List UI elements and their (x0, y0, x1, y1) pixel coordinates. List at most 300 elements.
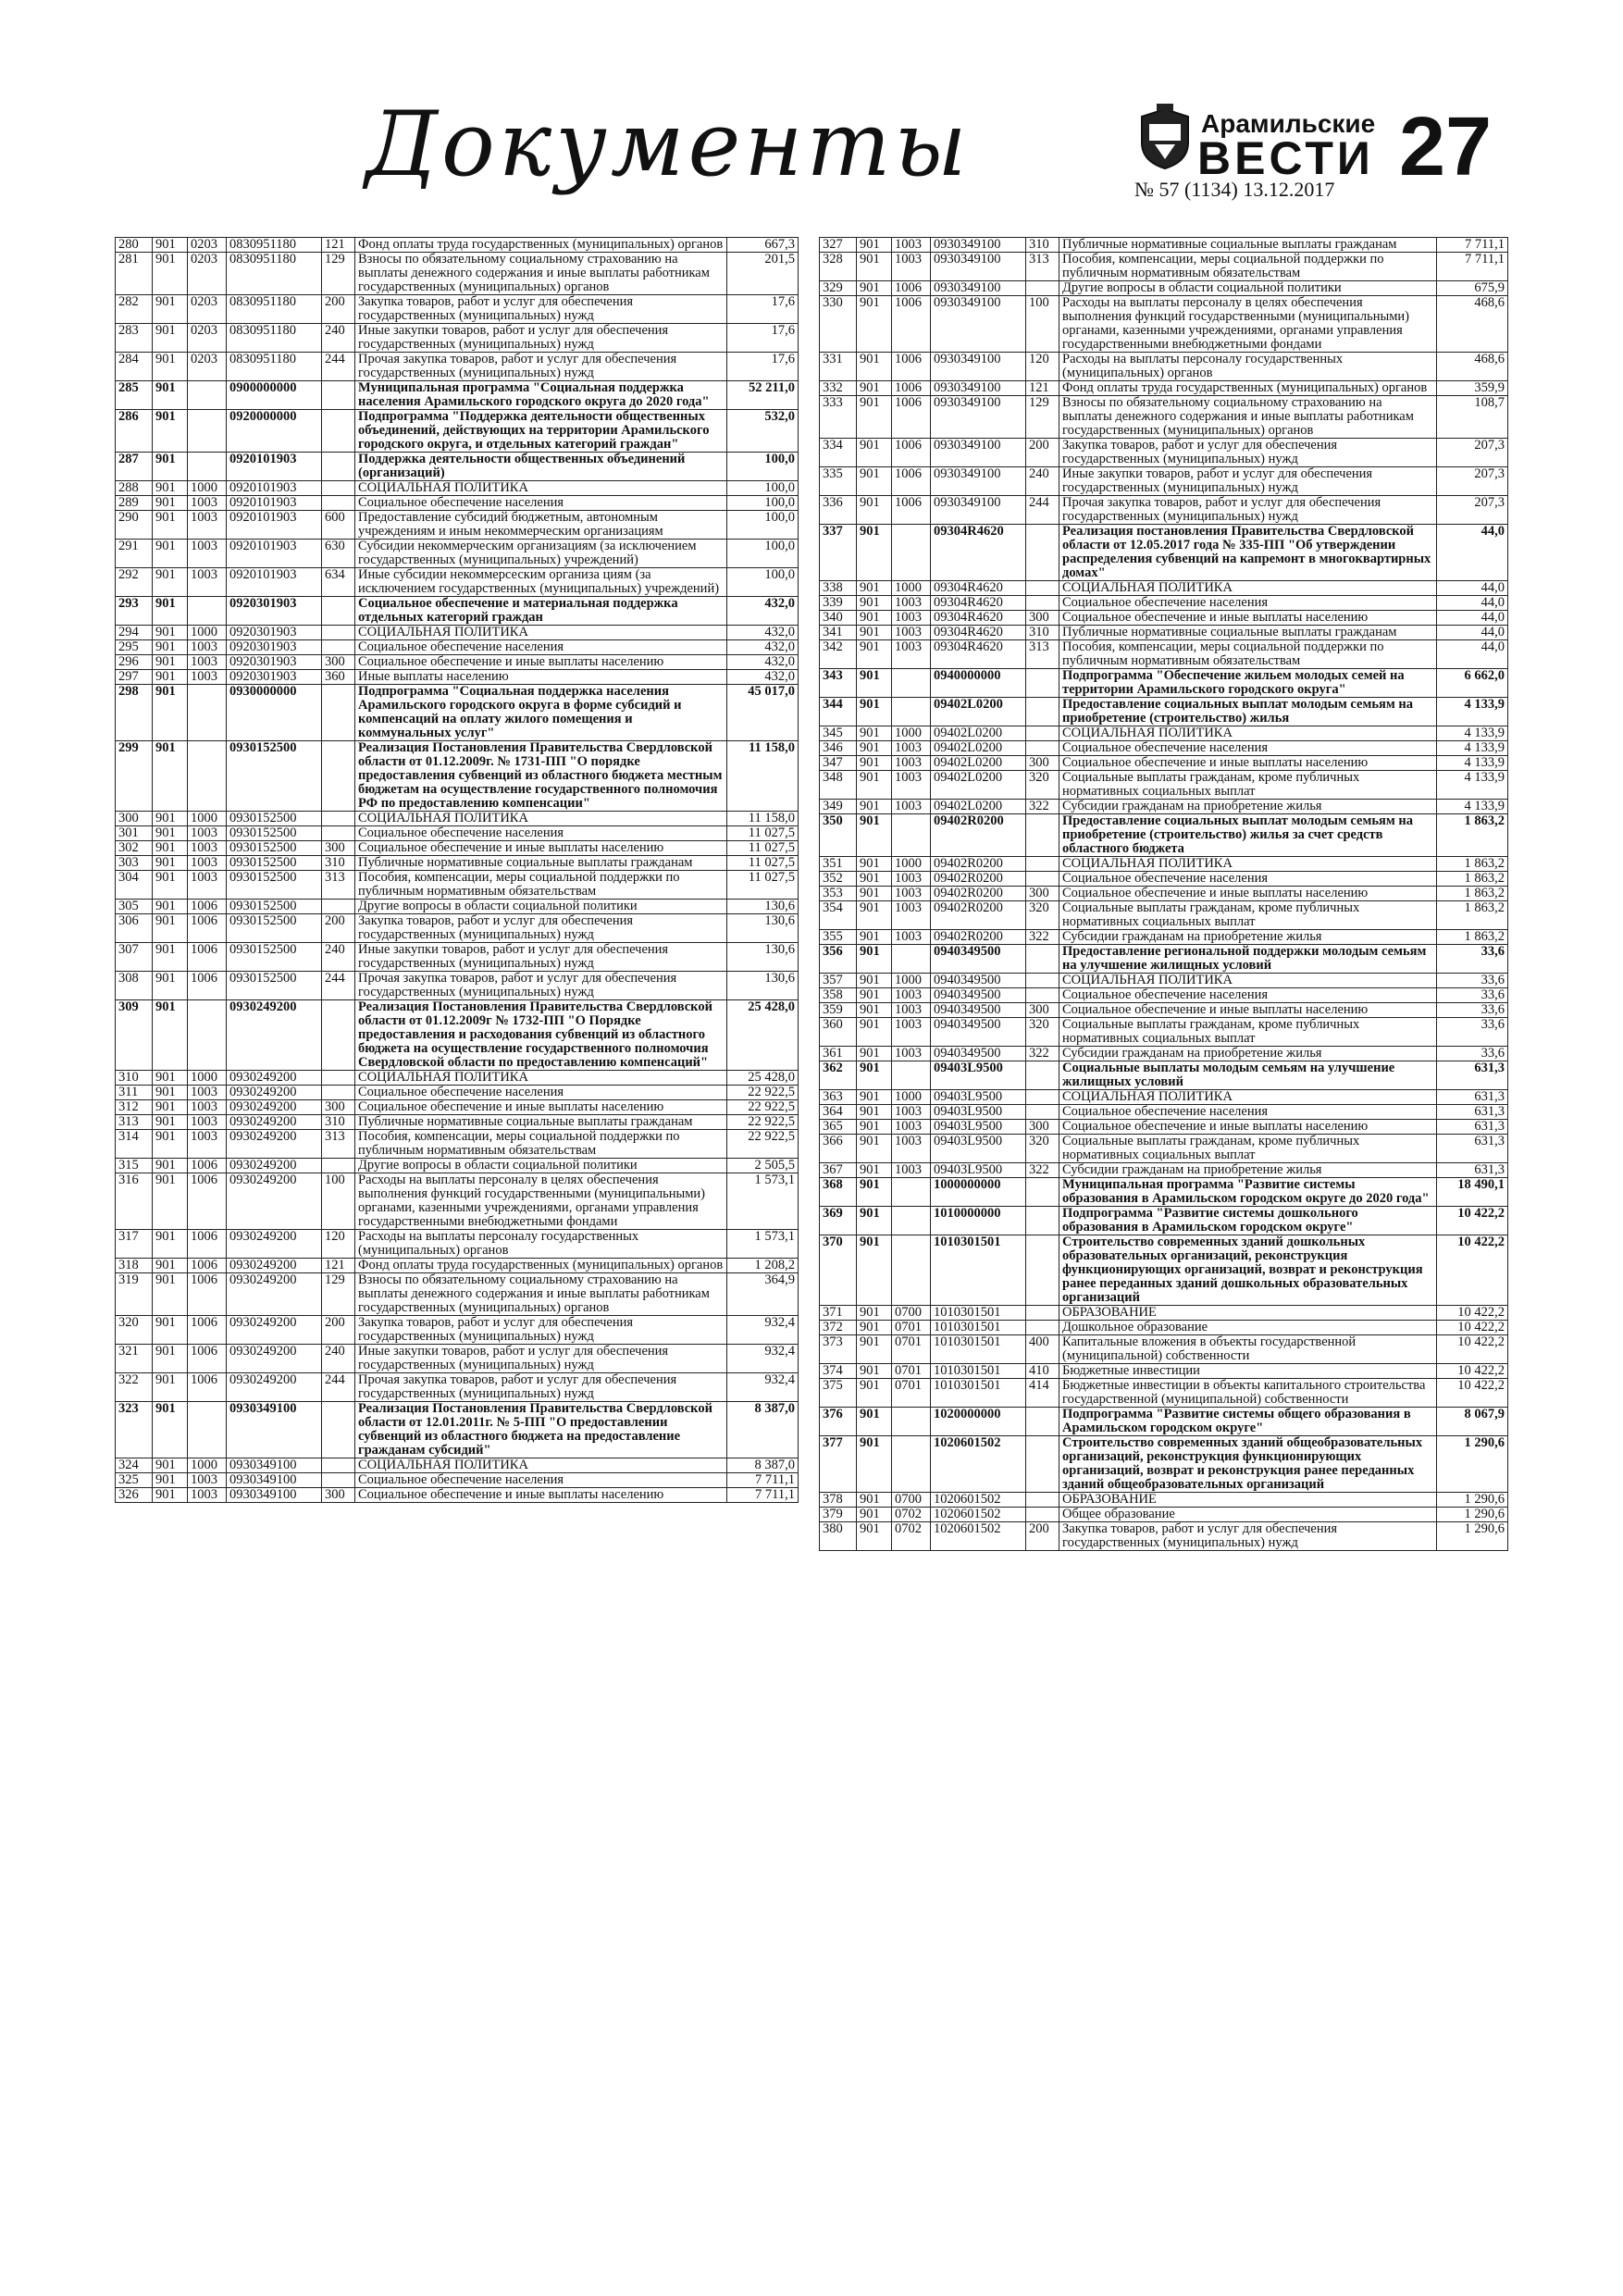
expense-type-code: 121 (322, 238, 355, 253)
row-amount: 17,6 (727, 324, 799, 353)
section-code (892, 1408, 931, 1436)
section-code: 1003 (188, 1130, 227, 1159)
grbs-code: 901 (857, 1178, 892, 1207)
grbs-code: 901 (857, 887, 892, 901)
row-description: Социальное обеспечение населения (1059, 741, 1437, 756)
row-amount: 1 290,6 (1437, 1493, 1508, 1508)
expense-type-code (1026, 1321, 1059, 1335)
expense-type-code: 200 (1026, 439, 1059, 467)
grbs-code: 901 (153, 871, 188, 900)
grbs-code: 901 (153, 1130, 188, 1159)
table-row (116, 1115, 799, 1130)
row-amount: 130,6 (727, 972, 799, 1000)
row-number: 319 (116, 1273, 153, 1316)
section-code: 1003 (892, 887, 931, 901)
row-description: Иные субсидии некоммерсеским организа циям (за исключением государственных (муниципальных) учреждений) (355, 568, 727, 597)
row-number: 293 (116, 597, 153, 626)
row-number: 290 (116, 511, 153, 540)
section-code: 1003 (892, 901, 931, 930)
table-row (820, 872, 1508, 887)
row-amount: 100,0 (727, 481, 799, 496)
row-description: СОЦИАЛЬНАЯ ПОЛИТИКА (355, 626, 727, 640)
row-description: Поддержка деятельности общественных объединений (организаций) (355, 453, 727, 481)
expense-type-code (1026, 1235, 1059, 1306)
expense-type-code (322, 812, 355, 826)
row-description: Иные выплаты населению (355, 670, 727, 685)
row-number: 314 (116, 1130, 153, 1159)
row-description: Расходы на выплаты персоналу государственных (муниципальных) органов (1059, 353, 1437, 381)
expense-type-code (1026, 1090, 1059, 1105)
grbs-code: 901 (857, 496, 892, 525)
row-description: Социальное обеспечение населения (1059, 1105, 1437, 1120)
section-code: 1000 (188, 1071, 227, 1086)
table-row (820, 1493, 1508, 1508)
grbs-code: 901 (857, 611, 892, 626)
row-description: Социальное обеспечение и иные выплаты населению (1059, 1120, 1437, 1135)
row-amount: 130,6 (727, 914, 799, 943)
target-code: 0830951180 (227, 295, 322, 324)
row-description: Подпрограмма "Развитие системы дошкольного образования в Арамильском городском округе" (1059, 1207, 1437, 1235)
expense-type-code: 244 (322, 353, 355, 381)
row-number: 380 (820, 1522, 857, 1551)
expense-type-code: 320 (1026, 1135, 1059, 1163)
grbs-code: 901 (153, 856, 188, 871)
expense-type-code: 630 (322, 540, 355, 568)
row-number: 352 (820, 872, 857, 887)
row-amount: 432,0 (727, 597, 799, 626)
section-code: 1006 (188, 1345, 227, 1373)
table-row (820, 698, 1508, 726)
row-amount: 631,3 (1437, 1090, 1508, 1105)
target-code: 0930349100 (931, 281, 1026, 296)
table-row (116, 826, 799, 841)
grbs-code: 901 (857, 1120, 892, 1135)
row-description: СОЦИАЛЬНАЯ ПОЛИТИКА (1059, 1090, 1437, 1105)
row-amount: 33,6 (1437, 1003, 1508, 1018)
expense-type-code: 129 (322, 253, 355, 295)
target-code: 09304R4620 (931, 640, 1026, 669)
expense-type-code (322, 1000, 355, 1071)
target-code: 1000000000 (931, 1178, 1026, 1207)
grbs-code: 901 (153, 253, 188, 295)
row-number: 291 (116, 540, 153, 568)
row-description: Строительство современных зданий общеобразовательных организаций, реконструкция функционирующих организаций, возврат и реконструкция ранее переданных зданий общеобразовательных организаций (1059, 1436, 1437, 1493)
row-description: Субсидии некоммерческим организациям (за исключением государственных (муниципальных) учреждений) (355, 540, 727, 568)
section-code: 1006 (892, 496, 931, 525)
section-code: 1006 (188, 914, 227, 943)
table-row (116, 841, 799, 856)
target-code: 0930349100 (931, 396, 1026, 439)
row-number: 286 (116, 410, 153, 453)
row-description: Пособия, компенсации, меры социальной поддержки по публичным нормативным обязательствам (355, 871, 727, 900)
expense-type-code: 300 (1026, 887, 1059, 901)
target-code: 0930349100 (227, 1402, 322, 1458)
row-description: Социальное обеспечение и иные выплаты населению (355, 841, 727, 856)
target-code: 0940349500 (931, 974, 1026, 988)
row-number: 349 (820, 800, 857, 814)
row-amount: 45 017,0 (727, 685, 799, 741)
row-number: 310 (116, 1071, 153, 1086)
page-number: 27 (1399, 101, 1493, 193)
table-row (116, 972, 799, 1000)
row-amount: 1 863,2 (1437, 857, 1508, 872)
expense-type-code (1026, 974, 1059, 988)
grbs-code: 901 (857, 1508, 892, 1522)
target-code: 0930249200 (227, 1230, 322, 1259)
row-number: 320 (116, 1316, 153, 1345)
grbs-code: 901 (857, 1135, 892, 1163)
grbs-code: 901 (857, 901, 892, 930)
section-code: 1003 (188, 841, 227, 856)
target-code: 1020601502 (931, 1522, 1026, 1551)
section-code: 0203 (188, 295, 227, 324)
section-code (188, 410, 227, 453)
row-description: Другие вопросы в области социальной политики (355, 900, 727, 914)
issue-info: № 57 (1134) 13.12.2017 (1134, 178, 1335, 201)
table-row (820, 1120, 1508, 1135)
grbs-code: 901 (857, 1321, 892, 1335)
grbs-code: 901 (153, 655, 188, 670)
target-code: 09402R0200 (931, 814, 1026, 857)
row-number: 376 (820, 1408, 857, 1436)
row-number: 303 (116, 856, 153, 871)
grbs-code: 901 (153, 481, 188, 496)
row-description: Иные закупки товаров, работ и услуг для обеспечения государственных (муниципальных) нужд (1059, 467, 1437, 496)
row-amount: 100,0 (727, 496, 799, 511)
row-description: Дошкольное образование (1059, 1321, 1437, 1335)
row-description: Социальное обеспечение населения (355, 496, 727, 511)
table-row (116, 871, 799, 900)
row-amount: 10 422,2 (1437, 1306, 1508, 1321)
section-code: 1006 (188, 1373, 227, 1402)
table-row (116, 1345, 799, 1373)
table-row (820, 281, 1508, 296)
expense-type-code: 410 (1026, 1364, 1059, 1379)
grbs-code: 901 (857, 238, 892, 253)
row-description: Прочая закупка товаров, работ и услуг для обеспечения государственных (муниципальных) нужд (355, 353, 727, 381)
grbs-code: 901 (153, 826, 188, 841)
expense-type-code (1026, 1436, 1059, 1493)
expense-type-code: 200 (1026, 1522, 1059, 1551)
row-amount: 1 573,1 (727, 1230, 799, 1259)
expense-type-code: 244 (1026, 496, 1059, 525)
row-number: 325 (116, 1473, 153, 1488)
section-code: 1006 (188, 1273, 227, 1316)
target-code: 0830951180 (227, 238, 322, 253)
table-row (116, 900, 799, 914)
grbs-code: 901 (153, 972, 188, 1000)
section-code: 0203 (188, 253, 227, 295)
row-amount: 25 428,0 (727, 1071, 799, 1086)
row-number: 338 (820, 581, 857, 596)
section-code: 1006 (188, 943, 227, 972)
row-description: Предоставление субсидий бюджетным, автономным учреждениям и иным некоммерческим организациям (355, 511, 727, 540)
target-code: 09402L0200 (931, 741, 1026, 756)
target-code: 0920101903 (227, 481, 322, 496)
table-row (116, 1473, 799, 1488)
section-code (892, 1436, 931, 1493)
row-description: Муниципальная программа "Социальная поддержка населения Арамильского городского округа до 2020 года" (355, 381, 727, 410)
row-number: 298 (116, 685, 153, 741)
expense-type-code: 200 (322, 1316, 355, 1345)
section-code: 0701 (892, 1321, 931, 1335)
target-code: 0940349500 (931, 1018, 1026, 1047)
row-description: Прочая закупка товаров, работ и услуг для обеспечения государственных (муниципальных) нужд (1059, 496, 1437, 525)
expense-type-code (1026, 669, 1059, 698)
row-description: Подпрограмма "Поддержка деятельности общественных объединений, действующих на территории Арамильского городского округа, и отдельных категорий граждан" (355, 410, 727, 453)
expense-type-code (1026, 988, 1059, 1003)
section-code: 1006 (188, 900, 227, 914)
row-description: Расходы на выплаты персоналу государственных (муниципальных) органов (355, 1230, 727, 1259)
expense-type-code (322, 826, 355, 841)
table-body-right (820, 238, 1508, 1551)
expense-type-code (1026, 1061, 1059, 1090)
row-amount: 11 027,5 (727, 841, 799, 856)
row-number: 281 (116, 253, 153, 295)
expense-type-code: 300 (1026, 611, 1059, 626)
table-row (116, 685, 799, 741)
table-row (116, 640, 799, 655)
expense-type-code (1026, 857, 1059, 872)
section-code: 1000 (892, 857, 931, 872)
row-amount: 10 422,2 (1437, 1335, 1508, 1364)
section-code: 1003 (892, 1003, 931, 1018)
target-code: 0940349500 (931, 945, 1026, 974)
section-code: 1003 (892, 611, 931, 626)
row-amount: 11 158,0 (727, 741, 799, 812)
row-number: 354 (820, 901, 857, 930)
row-amount: 44,0 (1437, 640, 1508, 669)
section-code (188, 1402, 227, 1458)
row-number: 330 (820, 296, 857, 353)
grbs-code: 901 (857, 974, 892, 988)
table-row (820, 381, 1508, 396)
section-code: 1003 (892, 1135, 931, 1163)
row-number: 312 (116, 1100, 153, 1115)
section-code: 1006 (892, 396, 931, 439)
target-code: 0930349100 (931, 496, 1026, 525)
section-code: 1000 (892, 726, 931, 741)
table-row (820, 238, 1508, 253)
row-description: СОЦИАЛЬНАЯ ПОЛИТИКА (1059, 857, 1437, 872)
grbs-code: 901 (857, 1090, 892, 1105)
grbs-code: 901 (153, 238, 188, 253)
table-row (820, 396, 1508, 439)
row-number: 280 (116, 238, 153, 253)
row-amount: 1 863,2 (1437, 814, 1508, 857)
section-code: 1003 (892, 626, 931, 640)
expense-type-code: 300 (1026, 1120, 1059, 1135)
expense-type-code (322, 1402, 355, 1458)
row-description: Взносы по обязательному социальному страхованию на выплаты денежного содержания и иные выплаты работникам государственных (муниципальных) органов (1059, 396, 1437, 439)
row-amount: 10 422,2 (1437, 1235, 1508, 1306)
expense-type-code: 322 (1026, 800, 1059, 814)
expense-type-code (322, 1473, 355, 1488)
grbs-code: 901 (857, 1003, 892, 1018)
table-row (820, 857, 1508, 872)
target-code: 0930349100 (931, 439, 1026, 467)
grbs-code: 901 (857, 640, 892, 669)
target-code: 0930249200 (227, 1100, 322, 1115)
section-code: 1003 (188, 1086, 227, 1100)
row-number: 297 (116, 670, 153, 685)
row-description: Социальное обеспечение и иные выплаты населению (355, 655, 727, 670)
expense-type-code: 100 (322, 1173, 355, 1230)
expense-type-code: 120 (322, 1230, 355, 1259)
row-description: Субсидии гражданам на приобретение жилья (1059, 800, 1437, 814)
table-row (820, 1163, 1508, 1178)
row-amount: 44,0 (1437, 611, 1508, 626)
expense-type-code: 121 (322, 1259, 355, 1273)
table-row (820, 741, 1508, 756)
table-row (820, 1364, 1508, 1379)
expense-type-code (1026, 525, 1059, 581)
row-amount: 631,3 (1437, 1105, 1508, 1120)
section-code: 1003 (188, 655, 227, 670)
grbs-code: 901 (857, 857, 892, 872)
row-amount: 364,9 (727, 1273, 799, 1316)
table-row (116, 1086, 799, 1100)
row-amount: 7 711,1 (727, 1473, 799, 1488)
row-amount: 10 422,2 (1437, 1321, 1508, 1335)
row-amount: 667,3 (727, 238, 799, 253)
expense-type-code: 322 (1026, 930, 1059, 945)
expense-type-code (1026, 945, 1059, 974)
section-code: 0702 (892, 1522, 931, 1551)
grbs-code: 901 (857, 596, 892, 611)
row-number: 358 (820, 988, 857, 1003)
row-description: Предоставление социальных выплат молодым семьям на приобретение (строительство) жилья за счет средств областного бюджета (1059, 814, 1437, 857)
row-amount: 10 422,2 (1437, 1207, 1508, 1235)
target-code: 0930152500 (227, 900, 322, 914)
section-code: 1003 (892, 1120, 931, 1135)
target-code: 0930152500 (227, 826, 322, 841)
expense-type-code: 310 (1026, 626, 1059, 640)
section-code: 1003 (188, 1488, 227, 1503)
grbs-code: 901 (857, 1061, 892, 1090)
target-code: 0930249200 (227, 1086, 322, 1100)
left-column (115, 237, 798, 1503)
row-number: 302 (116, 841, 153, 856)
row-number: 307 (116, 943, 153, 972)
row-description: Социальное обеспечение населения (355, 1086, 727, 1100)
expense-type-code: 129 (1026, 396, 1059, 439)
table-row (116, 597, 799, 626)
row-number: 361 (820, 1047, 857, 1061)
expense-type-code: 320 (1026, 901, 1059, 930)
section-code: 1006 (892, 353, 931, 381)
row-amount: 2 505,5 (727, 1159, 799, 1173)
grbs-code: 901 (857, 771, 892, 800)
target-code: 09304R4620 (931, 626, 1026, 640)
target-code: 0930349100 (931, 238, 1026, 253)
grbs-code: 901 (153, 1402, 188, 1458)
section-code: 1006 (892, 296, 931, 353)
logo-small-text: Арамильские (1201, 109, 1376, 138)
grbs-code: 901 (857, 296, 892, 353)
row-amount: 22 922,5 (727, 1100, 799, 1115)
table-row (116, 1071, 799, 1086)
row-number: 335 (820, 467, 857, 496)
table-row (116, 1100, 799, 1115)
table-row (820, 988, 1508, 1003)
table-row (820, 626, 1508, 640)
row-description: Субсидии гражданам на приобретение жилья (1059, 930, 1437, 945)
row-number: 299 (116, 741, 153, 812)
row-number: 360 (820, 1018, 857, 1047)
grbs-code: 901 (153, 943, 188, 972)
target-code: 09402L0200 (931, 698, 1026, 726)
expense-type-code: 120 (1026, 353, 1059, 381)
table-row (116, 295, 799, 324)
row-description: Социальное обеспечение населения (355, 1473, 727, 1488)
row-description: СОЦИАЛЬНАЯ ПОЛИТИКА (1059, 726, 1437, 741)
grbs-code: 901 (153, 900, 188, 914)
grbs-code: 901 (857, 1105, 892, 1120)
target-code: 0930349100 (931, 296, 1026, 353)
expense-type-code: 310 (322, 856, 355, 871)
section-code (188, 597, 227, 626)
expense-type-code (1026, 814, 1059, 857)
section-code (892, 1061, 931, 1090)
section-code: 1003 (188, 496, 227, 511)
target-code: 0940349500 (931, 1047, 1026, 1061)
target-code: 1010301501 (931, 1321, 1026, 1335)
section-code: 1000 (892, 974, 931, 988)
row-description: Социальное обеспечение и иные выплаты населению (355, 1488, 727, 1503)
expense-type-code: 300 (322, 841, 355, 856)
row-description: Реализация постановления Правительства Свердловской области от 12.05.2017 года № 335-ПП "Об утверждении распределения субвенций на капремонт в многоквартирных домах" (1059, 525, 1437, 581)
row-amount: 100,0 (727, 453, 799, 481)
target-code: 0920301903 (227, 640, 322, 655)
expense-type-code: 634 (322, 568, 355, 597)
row-description: Социальное обеспечение населения (355, 640, 727, 655)
target-code: 09402R0200 (931, 930, 1026, 945)
row-description: Предоставление социальных выплат молодым семьям на приобретение (строительство) жилья (1059, 698, 1437, 726)
row-description: Предоставление региональной поддержки молодым семьям на улучшение жилищных условий (1059, 945, 1437, 974)
row-number: 284 (116, 353, 153, 381)
grbs-code: 901 (857, 1364, 892, 1379)
table-row (116, 410, 799, 453)
row-amount: 8 387,0 (727, 1402, 799, 1458)
target-code: 0930152500 (227, 841, 322, 856)
table-row (116, 511, 799, 540)
target-code: 0930249200 (227, 1373, 322, 1402)
row-number: 322 (116, 1373, 153, 1402)
table-row (116, 238, 799, 253)
row-number: 323 (116, 1402, 153, 1458)
row-description: Социальное обеспечение и иные выплаты населению (1059, 756, 1437, 771)
table-row (820, 1436, 1508, 1493)
row-description: Публичные нормативные социальные выплаты гражданам (1059, 238, 1437, 253)
row-number: 296 (116, 655, 153, 670)
expense-type-code: 244 (322, 1373, 355, 1402)
row-description: Социальное обеспечение населения (355, 826, 727, 841)
row-amount: 11 027,5 (727, 826, 799, 841)
row-description: Реализация Постановления Правительства Свердловской области от 01.12.2009г. № 1731-ПП "О порядке предоставления субвенций из областного бюджета местным бюджетам на осуществление государственного полномочия РФ по предоставлению компенсации" (355, 741, 727, 812)
right-column (819, 237, 1507, 1551)
target-code: 0930152500 (227, 914, 322, 943)
expense-type-code (1026, 872, 1059, 887)
target-code: 0930152500 (227, 871, 322, 900)
section-code (188, 453, 227, 481)
section-code: 1003 (188, 871, 227, 900)
table-row (820, 814, 1508, 857)
grbs-code: 901 (857, 669, 892, 698)
row-amount: 432,0 (727, 655, 799, 670)
expense-type-code (322, 1159, 355, 1173)
row-amount: 631,3 (1437, 1061, 1508, 1090)
